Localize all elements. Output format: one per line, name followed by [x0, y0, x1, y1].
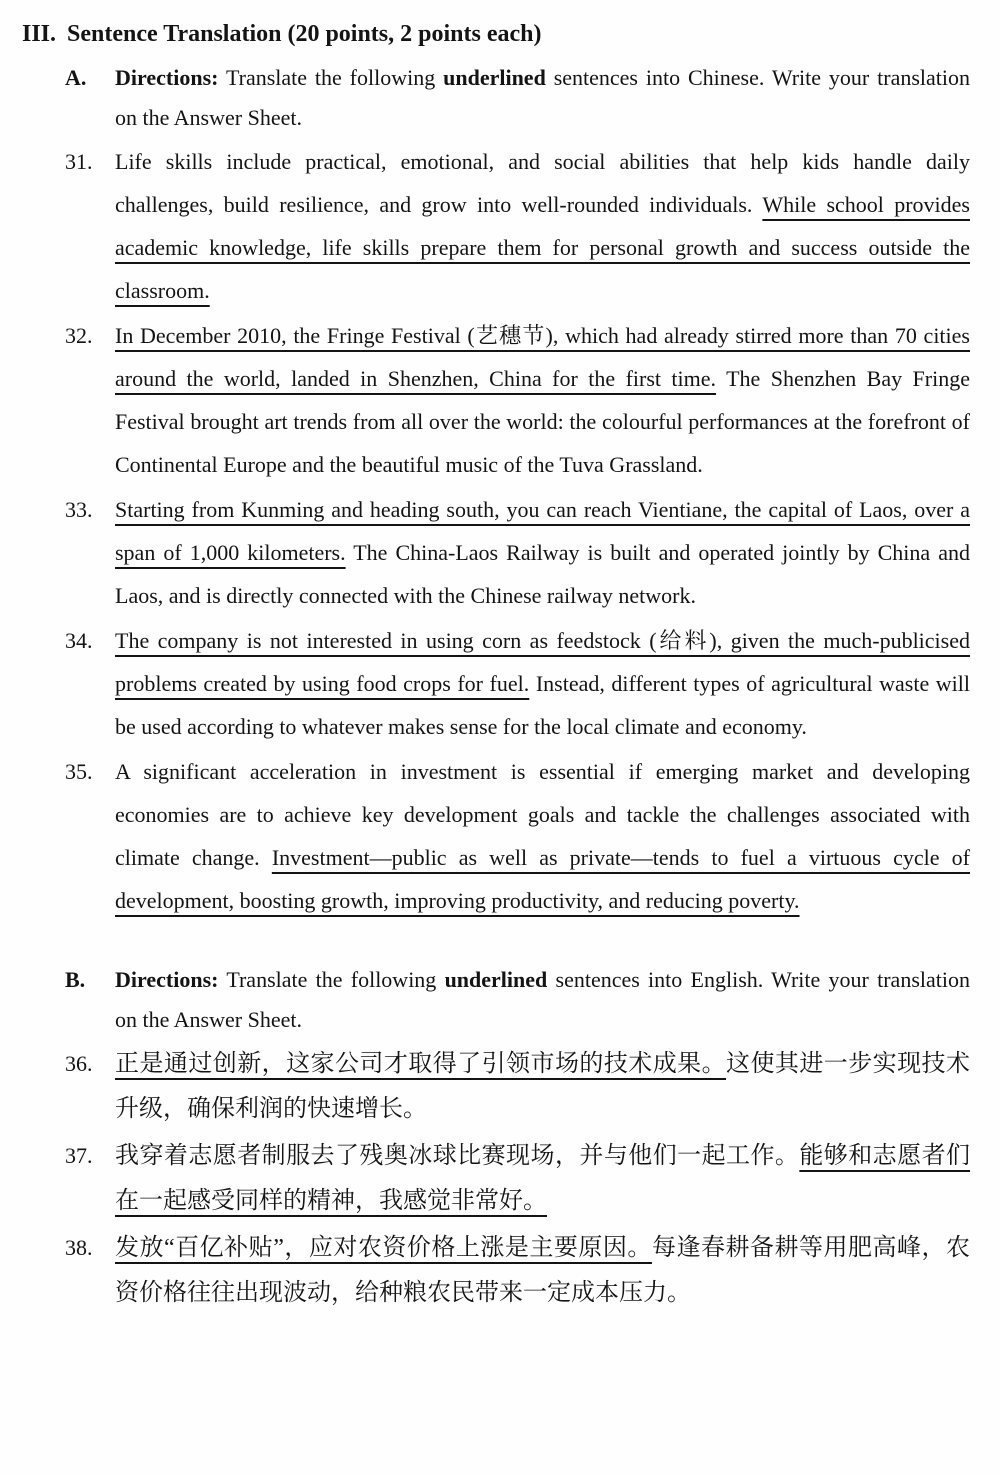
- q35-plain-text: A significant acceleration in investment is essential if emerging market and developing economies are to achieve key development goals and tackle the challenges associated with climate change.: [115, 759, 970, 870]
- q33-post-text: The China-Laos Railway is built and operated jointly by China and Laos, and is directly connected with the Chinese railway network.: [115, 540, 970, 608]
- question-31-number: 31.: [65, 149, 93, 174]
- heading-numeral: III.: [22, 21, 57, 47]
- question-34-number: 34.: [65, 628, 93, 653]
- directions-lead: Directions:: [115, 65, 219, 90]
- q38-underlined-sentence: 发放“百亿补贴”，应对农资价格上涨是主要原因。: [115, 1235, 652, 1261]
- question-37-number: 37.: [65, 1143, 93, 1168]
- q34-underlined-sentence: The company is not interested in using corn as feedstock (给料), given the much-publicised problems created by using food crops for fuel.: [115, 628, 970, 696]
- q34-post-text: Instead, different types of agricultural waste will be used according to whatever makes sense for the local climate and economy.: [115, 671, 970, 739]
- question-34-text: [115, 619, 970, 748]
- question-32-number: 32.: [65, 323, 93, 348]
- question-36: [0, 1042, 1000, 1132]
- question-36-number: 36.: [65, 1051, 93, 1076]
- question-32-text: [115, 314, 970, 486]
- question-33: [0, 488, 1000, 617]
- part-b-directions-text: [115, 960, 970, 1040]
- q33-underlined-sentence: Starting from Kunming and heading south, you can reach Vientiane, the capital of Laos, over a span of 1,000 kilometers.: [115, 497, 970, 565]
- q35-underlined-sentence: Investment—public as well as private—tends to fuel a virtuous cycle of development, boosting growth, improving productivity, and reducing poverty.: [115, 845, 970, 913]
- question-37-text: [115, 1134, 970, 1224]
- section-heading: [0, 18, 1000, 50]
- part-a-label: A.: [65, 65, 87, 90]
- directions-part2: sentences into English. Write your translation on the Answer Sheet.: [115, 967, 970, 1032]
- question-37: [0, 1134, 1000, 1224]
- directions-lead: Directions:: [115, 967, 219, 992]
- question-31: [0, 140, 1000, 312]
- q38-post-text: 每逢春耕备耕等用肥高峰，农资价格往往出现波动，给种粮农民带来一定成本压力。: [115, 1235, 971, 1306]
- q31-underlined-sentence: While school provides academic knowledge, life skills prepare them for personal growth and success outside the classroom.: [115, 192, 970, 303]
- q37-plain-text: 我穿着志愿者制服去了残奥冰球比赛现场，并与他们一起工作。: [115, 1143, 800, 1169]
- question-35-text: [115, 750, 970, 922]
- q32-underlined-sentence: In December 2010, the Fringe Festival (艺穗节), which had already stirred more than 70 cities around the world, landed in Shenzhen, China for the first time.: [115, 323, 970, 391]
- question-38-number: 38.: [65, 1235, 93, 1260]
- question-33-text: [115, 488, 970, 617]
- question-35: [0, 750, 1000, 922]
- question-38-text: [115, 1226, 970, 1316]
- part-a-directions: [0, 58, 1000, 138]
- part-a-directions-text: [115, 58, 970, 138]
- q36-underlined-sentence: 正是通过创新，这家公司才取得了引领市场的技术成果。: [115, 1051, 727, 1077]
- heading-title: Sentence Translation (20 points, 2 points each): [67, 21, 542, 47]
- question-34: [0, 619, 1000, 748]
- question-38: [0, 1226, 1000, 1316]
- question-31-text: [115, 140, 970, 312]
- q36-post-text: 这使其进一步实现技术升级，确保利润的快速增长。: [115, 1051, 971, 1122]
- question-35-number: 35.: [65, 759, 93, 784]
- question-32: [0, 314, 1000, 486]
- q32-post-text: The Shenzhen Bay Fringe Festival brought art trends from all over the world: the colourful performances at the forefront of Continental Europe and the beautiful music of the Tuva Grassland.: [115, 366, 970, 477]
- question-33-number: 33.: [65, 497, 93, 522]
- part-b-directions: [0, 960, 1000, 1040]
- directions-bold-word: underlined: [443, 65, 546, 90]
- question-36-text: [115, 1042, 970, 1132]
- part-b-label: B.: [65, 967, 86, 992]
- q31-plain-text: Life skills include practical, emotional, and social abilities that help kids handle daily challenges, build resilience, and grow into well-rounded individuals.: [115, 149, 970, 217]
- directions-bold-word: underlined: [444, 967, 548, 992]
- directions-part1: Translate the following: [218, 967, 445, 992]
- q37-underlined-sentence: 能够和志愿者们在一起感受同样的精神，我感觉非常好。: [115, 1143, 971, 1214]
- directions-part1: Translate the following: [218, 65, 444, 90]
- directions-part2: sentences into Chinese. Write your translation on the Answer Sheet.: [115, 65, 970, 130]
